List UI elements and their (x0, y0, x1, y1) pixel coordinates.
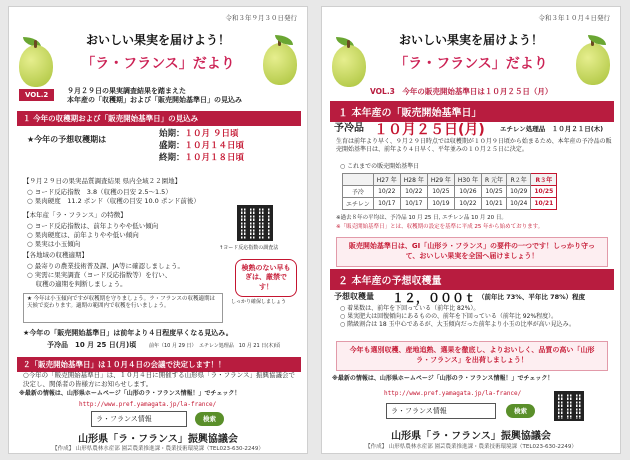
harvest-notes: ○ 着果数は、前年を下回っている（前年比 82%）。 ○ 果実肥大は回復傾向にあるものの、前年を下回っている（前年比 92%程度）。 ○ 階級割合は 18 玉中心であるが、大玉傾向だった前年より小玉の比率が高い見込み。 (340, 305, 575, 329)
table-row: 予冷 10/22 10/22 10/25 10/26 10/25 10/29 10/25 (343, 186, 557, 198)
section-heading-1: １ 今年の収穫期および「販売開始基準日」の見込み (17, 111, 301, 126)
sale-date-precool: 予冷品 10 月 25 日(月)頃 (47, 341, 137, 349)
early-picking-warning: 検熟のない早もぎは、厳禁です！ (235, 259, 297, 297)
note-text: ★ 今年は小玉傾向ですが収穫期を守りましょう。ラ・フランスの収穫適期は天候で変わります。適期の範囲内で収穫を行いましょう。 (27, 296, 216, 310)
sale-forecast: ★今年の「販売開始基準日」は前年より４日程度早くなる見込み。 (23, 329, 233, 337)
issue-date: 令和３年９月３０日発行 (225, 14, 297, 22)
table-note-definition: ※「販売開始基準日」とは、収穫期の設定を基準に平成 25 年から始めております。 (336, 224, 544, 230)
search-button[interactable]: 検索 (195, 412, 224, 426)
harvest-label: 予想収穫量 (334, 292, 374, 301)
features-list: ○ ヨード反応指数は、前年よりやや低い傾向 ○ 果肉硬度は、前年よりやや低い傾向 ○ 果実は小玉傾向 (27, 222, 159, 248)
web-info-line: ※最新の情報は、山形県ホームページ「山形のラ・フランス情報！」でチェック！ (332, 375, 554, 382)
warning-footnote: しっかり確保しましょう (231, 299, 287, 305)
quality-shipping-notice: 今年も選別収穫、産地追熟、選果を徹底し、よりおいしく、品質の高い「山形ラ・フランス」を出荷しましょう！ (336, 341, 608, 371)
search-button[interactable]: 検索 (506, 404, 535, 418)
table-note-average: ※過去８年の平均は、予冷品 10 月 25 日, エチレン品 10 月 20 日。 (336, 215, 507, 221)
survey-heading: 【９月２９日の果実品質調査結果 県内全域２２園地】 (23, 177, 182, 185)
ethylene-sale-date: エチレン処理品 １０月２１日(木) (500, 125, 604, 133)
harvest-comparison: （前年比 73%、平年比 78%）程度 (478, 293, 586, 301)
decision-text: ○今年の「販売開始基準日」は、１０月４日に開催する山形県「ラ・フランス」振興協議会で決定し、関係者の皆様方にお知らせします。 (23, 371, 295, 388)
search-input[interactable]: ラ・フランス情報 (91, 411, 187, 427)
volume-badge: VOL.2 (19, 89, 54, 101)
table-row: エチレン 10/17 10/17 10/19 10/22 10/21 10/24 10/21 (343, 198, 557, 210)
page-title: おいしい果実を届けよう！ (85, 33, 230, 47)
gi-requirement-notice: 販売開始基準日は、GI「山形ラ・フランス」の要件の一つです！しっかり守って、おいしい果実を全国へ届けましょう！ (336, 237, 608, 267)
history-table (342, 173, 557, 210)
survey-list: ○ ヨード反応指数 3.8（収穫の目安 2.5～1.5） ○ 果肉硬度 11.2 ポンド（収穫の目安 10.0 ポンド前後） (27, 188, 200, 205)
website-link[interactable]: http://www.pref.yamagata.jp/la-france/ (79, 401, 217, 408)
volume-summary: VOL.3 今年の販売開始基準日は１０月２５日（月） (370, 87, 553, 96)
volume-summary: ９月２９日の果実調査結果を踏まえた 本年産の「収穫期」および「販売開始基準日」の見込み (67, 87, 242, 105)
region-heading: 【各地域の収穫適期】 (23, 251, 88, 259)
website-link[interactable]: http://www.pref.yamagata.jp/la-france/ (384, 390, 522, 397)
region-list: ○ 最寄りの農業技術普及課、JA等に確認しましょう。 ○ 実需に果実調査（ヨード反応指数等）を行い、 収穫の適期を判断しましょう。 (27, 262, 184, 288)
precool-sale-date: １０月２５日(月) (374, 122, 485, 138)
section-heading-1: １ 本年産の「販売開始基準日」 (330, 101, 614, 122)
sale-date-detail: 前年（10 月 29 日） エチレン処理品 10 月 21 日(木)頃 (149, 343, 281, 349)
newsletter-name: 「ラ・フランス」だより (394, 56, 548, 72)
section-heading-2: ２「販売開始基準日」は１０月４日の会議で決定します！！ (17, 357, 301, 372)
newsletter-vol2 (8, 6, 308, 454)
footer-credits: 【作成】 山形県農林水産部 園芸農業推進課・農業技術環境課（TEL023-630-2249） (365, 444, 577, 450)
footer-organization: 山形県「ラ・フランス」振興協議会 (391, 431, 551, 442)
qr-code-icon (554, 391, 584, 421)
newsletter-name: 「ラ・フランス」だより (81, 56, 235, 72)
qr-caption: ↑ヨード反応指数の調査法 (219, 245, 279, 251)
forecast-heading: ★今年の予想収穫期は (27, 135, 107, 144)
table-header-row: H27 年 H28 年 H29 年 H30 年 R 元年 R２年 R３年 (343, 174, 557, 186)
web-info-line: ※最新の情報は、山形県ホームページ「山形のラ・フランス情報！」でチェック！ (19, 390, 241, 397)
decision-description: 生育は前年より早く、９月２９日時点では収穫期が１０月９日頃から始まるため、本年産の予冷品の販売開始基準日は、前年より４日早く、平年並みの１０月２５日に決定。 (336, 138, 612, 154)
issue-date: 令和３年１０月４日発行 (538, 14, 610, 22)
search-input[interactable]: ラ・フランス情報 (386, 403, 496, 419)
harvest-stages: 始期：１０月 ９日頃 盛期：１０月１４日頃 終期：１０月１８日頃 (159, 129, 245, 163)
precool-label: 予冷品 (334, 123, 364, 134)
table-caption: ○ これまでの販売開始基準日 (340, 163, 420, 170)
qr-code-icon (237, 205, 273, 241)
footer-organization: 山形県「ラ・フランス」振興協議会 (78, 434, 238, 445)
section-heading-2: ２ 本年産の予想収穫量 (330, 269, 614, 290)
footer-credits: 【作成】 山形県農林水産部 園芸農業推進課・農業技術環境課（TEL023-630-2249） (52, 446, 264, 452)
features-heading: 【本年産「ラ・フランス」の特徴】 (23, 211, 127, 219)
page-title: おいしい果実を届けよう！ (398, 33, 543, 47)
harvest-forecast-value: １２，０００ｔ (392, 291, 477, 305)
newsletter-vol3 (321, 6, 621, 454)
